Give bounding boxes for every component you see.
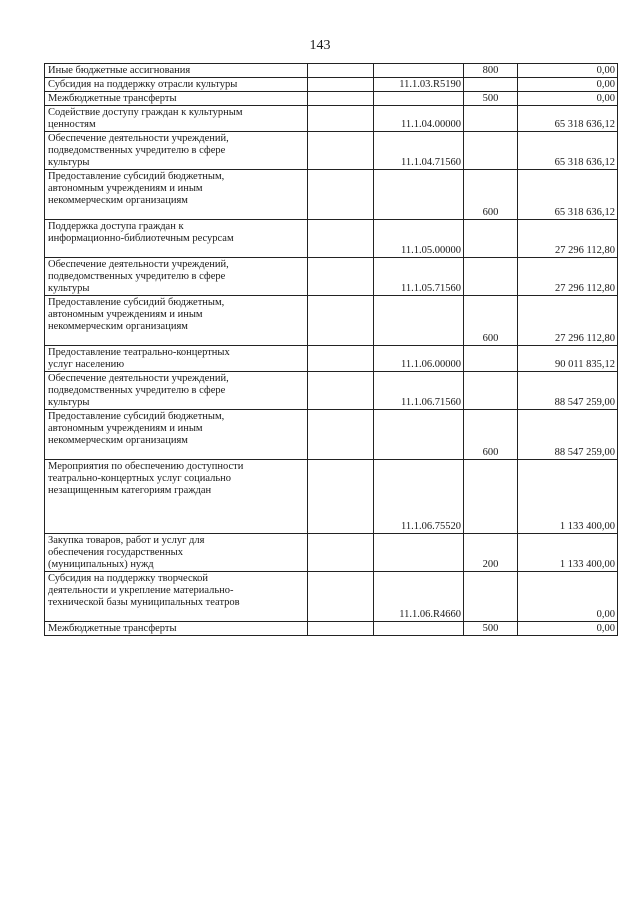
row-name-line: Закупка товаров, работ и услуг для xyxy=(48,535,205,546)
row-code-cell: 11.1.03.R5190 xyxy=(374,78,464,92)
row-sum-cell: 27 296 112,80 xyxy=(518,258,618,296)
row-type-cell: 200 xyxy=(464,534,518,572)
row-code-cell xyxy=(374,534,464,572)
table-row xyxy=(45,132,618,170)
row-code-cell: 11.1.05.00000 xyxy=(374,220,464,258)
row-sum-cell: 1 133 400,00 xyxy=(518,460,618,534)
row-name-line: подведомственных учредителю в сфере xyxy=(48,145,226,156)
row-name-cell xyxy=(45,106,308,132)
row-blank-cell xyxy=(308,346,374,372)
row-blank-cell xyxy=(308,410,374,460)
row-blank-cell xyxy=(308,64,374,78)
row-name-cell xyxy=(45,622,308,636)
row-name-line: Субсидия на поддержку творческой xyxy=(48,573,209,584)
row-code-cell: 11.1.04.71560 xyxy=(374,132,464,170)
row-blank-cell xyxy=(308,106,374,132)
row-name-cell xyxy=(45,346,308,372)
row-sum-cell: 0,00 xyxy=(518,622,618,636)
table-row xyxy=(45,372,618,410)
row-name-cell xyxy=(45,78,308,92)
row-sum-cell: 0,00 xyxy=(518,64,618,78)
row-name-line: Предоставление субсидий бюджетным, xyxy=(48,411,225,422)
row-sum-cell: 27 296 112,80 xyxy=(518,296,618,346)
row-code-cell xyxy=(374,296,464,346)
row-name-cell xyxy=(45,220,308,258)
row-type-cell xyxy=(464,78,518,92)
table-row xyxy=(45,296,618,346)
row-name-line: культуры xyxy=(48,397,90,408)
budget-table-body xyxy=(45,64,618,636)
row-name-line xyxy=(48,333,304,345)
row-name-line: культуры xyxy=(48,283,90,294)
row-name-line: Обеспечение деятельности учреждений, xyxy=(48,259,229,270)
row-name-cell xyxy=(45,296,308,346)
row-type-cell: 600 xyxy=(464,410,518,460)
row-name-line: технической базы муниципальных театров xyxy=(48,597,240,608)
table-row xyxy=(45,572,618,622)
row-name-line: некоммерческим организациям xyxy=(48,321,188,332)
row-name-line xyxy=(48,521,304,533)
row-name-line: услуг населению xyxy=(48,359,125,370)
row-blank-cell xyxy=(308,296,374,346)
table-row xyxy=(45,534,618,572)
budget-table xyxy=(44,63,618,636)
row-blank-cell xyxy=(308,78,374,92)
row-blank-cell xyxy=(308,534,374,572)
row-code-cell: 11.1.06.00000 xyxy=(374,346,464,372)
row-code-cell: 11.1.04.00000 xyxy=(374,106,464,132)
row-name-line: Поддержка доступа граждан к xyxy=(48,221,184,232)
row-type-cell xyxy=(464,460,518,534)
row-blank-cell xyxy=(308,258,374,296)
row-name-line: Субсидия на поддержку отрасли культуры xyxy=(48,79,238,90)
row-blank-cell xyxy=(308,132,374,170)
row-sum-cell: 65 318 636,12 xyxy=(518,170,618,220)
row-sum-cell: 88 547 259,00 xyxy=(518,410,618,460)
row-name-line xyxy=(48,245,304,257)
row-name-cell xyxy=(45,132,308,170)
row-code-cell: 11.1.06.R4660 xyxy=(374,572,464,622)
row-sum-cell: 65 318 636,12 xyxy=(518,106,618,132)
row-name-line: Предоставление субсидий бюджетным, xyxy=(48,171,225,182)
row-name-cell xyxy=(45,64,308,78)
row-name-line: подведомственных учредителю в сфере xyxy=(48,385,226,396)
row-sum-cell: 0,00 xyxy=(518,92,618,106)
row-type-cell: 500 xyxy=(464,92,518,106)
row-sum-cell: 0,00 xyxy=(518,572,618,622)
row-name-cell xyxy=(45,170,308,220)
row-name-line xyxy=(48,447,304,459)
row-blank-cell xyxy=(308,92,374,106)
row-blank-cell xyxy=(308,572,374,622)
row-name-line xyxy=(48,609,304,621)
row-name-cell xyxy=(45,460,308,534)
row-type-cell xyxy=(464,346,518,372)
row-sum-cell: 0,00 xyxy=(518,78,618,92)
row-blank-cell xyxy=(308,622,374,636)
row-sum-cell: 88 547 259,00 xyxy=(518,372,618,410)
row-name-line: деятельности и укрепление материально- xyxy=(48,585,234,596)
row-sum-cell: 65 318 636,12 xyxy=(518,132,618,170)
row-code-cell xyxy=(374,64,464,78)
row-name-line: культуры xyxy=(48,157,90,168)
row-code-cell xyxy=(374,622,464,636)
row-name-line xyxy=(48,207,304,219)
row-type-cell: 600 xyxy=(464,296,518,346)
table-row xyxy=(45,78,618,92)
row-name-line: обеспечения государственных xyxy=(48,547,183,558)
row-name-line: незащищенным категориям граждан xyxy=(48,485,212,496)
row-name-line: информационно-библиотечным ресурсам xyxy=(48,233,234,244)
row-name-line: некоммерческим организациям xyxy=(48,195,188,206)
row-type-cell xyxy=(464,220,518,258)
row-type-cell: 600 xyxy=(464,170,518,220)
row-type-cell xyxy=(464,572,518,622)
row-code-cell: 11.1.05.71560 xyxy=(374,258,464,296)
table-row xyxy=(45,92,618,106)
row-name-cell xyxy=(45,92,308,106)
row-type-cell: 500 xyxy=(464,622,518,636)
table-row xyxy=(45,106,618,132)
row-name-line xyxy=(48,509,304,521)
table-row xyxy=(45,410,618,460)
row-blank-cell xyxy=(308,460,374,534)
row-name-cell xyxy=(45,410,308,460)
row-type-cell xyxy=(464,132,518,170)
row-name-cell xyxy=(45,534,308,572)
table-row xyxy=(45,220,618,258)
row-blank-cell xyxy=(308,372,374,410)
row-name-cell xyxy=(45,372,308,410)
table-row xyxy=(45,622,618,636)
row-name-line: (муниципальных) нужд xyxy=(48,559,154,570)
row-code-cell: 11.1.06.71560 xyxy=(374,372,464,410)
row-name-line: некоммерческим организациям xyxy=(48,435,188,446)
table-row xyxy=(45,64,618,78)
row-sum-cell: 27 296 112,80 xyxy=(518,220,618,258)
row-sum-cell: 90 011 835,12 xyxy=(518,346,618,372)
table-row xyxy=(45,170,618,220)
row-name-line: автономным учреждениям и иным xyxy=(48,309,203,320)
row-code-cell xyxy=(374,410,464,460)
row-name-line: Межбюджетные трансферты xyxy=(48,623,177,634)
table-row xyxy=(45,258,618,296)
row-name-line: подведомственных учредителю в сфере xyxy=(48,271,226,282)
row-name-line: Обеспечение деятельности учреждений, xyxy=(48,133,229,144)
row-type-cell xyxy=(464,372,518,410)
row-sum-cell: 1 133 400,00 xyxy=(518,534,618,572)
page-number: 143 xyxy=(309,38,331,53)
row-name-cell xyxy=(45,258,308,296)
table-row xyxy=(45,346,618,372)
row-name-line: Иные бюджетные ассигнования xyxy=(48,65,191,76)
row-name-line: ценностям xyxy=(48,119,96,130)
table-row xyxy=(45,460,618,534)
row-blank-cell xyxy=(308,170,374,220)
row-name-line: Мероприятия по обеспечению доступности xyxy=(48,461,244,472)
row-name-line: Обеспечение деятельности учреждений, xyxy=(48,373,229,384)
row-name-line: Предоставление театрально-концертных xyxy=(48,347,230,358)
row-name-line: Предоставление субсидий бюджетным, xyxy=(48,297,225,308)
row-name-cell xyxy=(45,572,308,622)
row-type-cell: 800 xyxy=(464,64,518,78)
row-blank-cell xyxy=(308,220,374,258)
row-name-line: автономным учреждениям и иным xyxy=(48,183,203,194)
row-name-line: автономным учреждениям и иным xyxy=(48,423,203,434)
row-name-line: театрально-концертных услуг социально xyxy=(48,473,231,484)
row-code-cell xyxy=(374,170,464,220)
row-code-cell: 11.1.06.75520 xyxy=(374,460,464,534)
row-name-line xyxy=(48,497,304,509)
row-type-cell xyxy=(464,258,518,296)
row-name-line: Содействие доступу граждан к культурным xyxy=(48,107,243,118)
row-code-cell xyxy=(374,92,464,106)
row-type-cell xyxy=(464,106,518,132)
row-name-line: Межбюджетные трансферты xyxy=(48,93,177,104)
